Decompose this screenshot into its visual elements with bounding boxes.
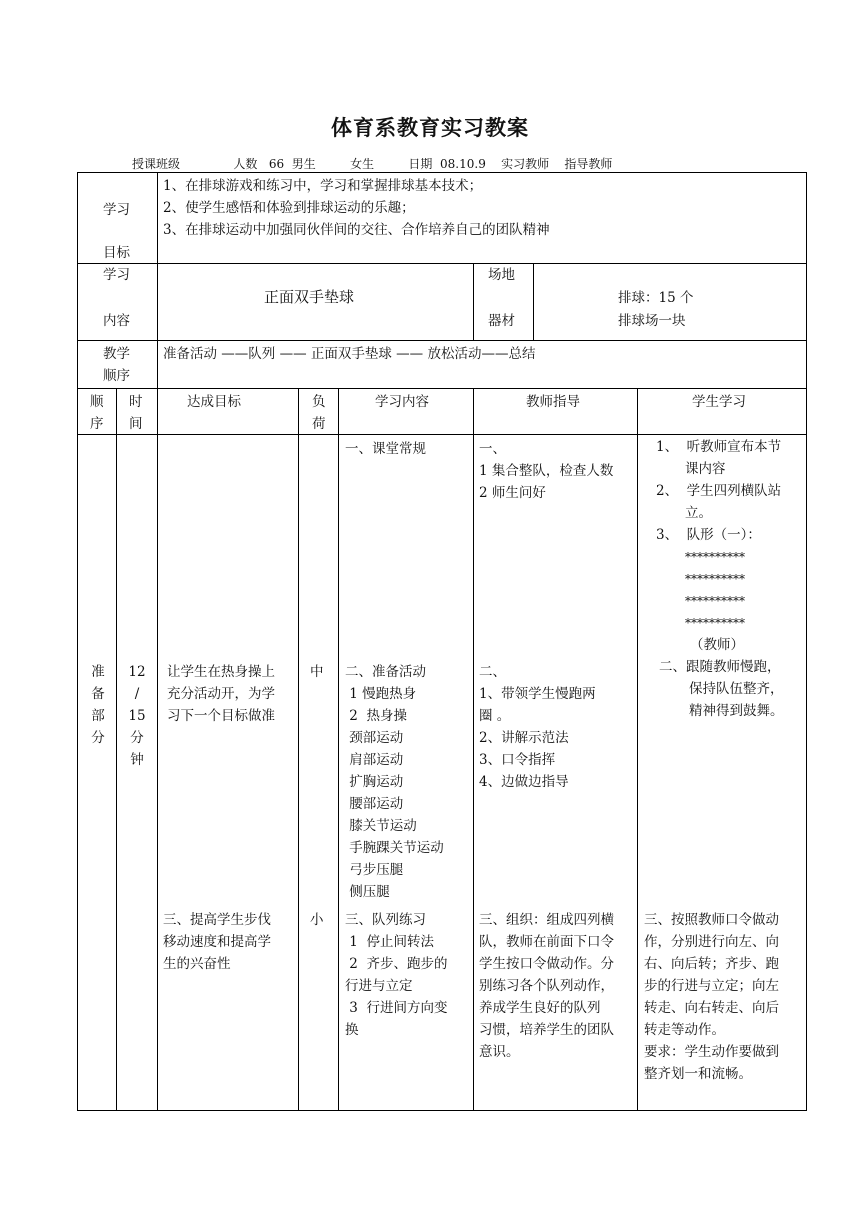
content-line: 行进与立定 <box>345 978 413 994</box>
header-load-bottom: 荷 <box>312 416 326 432</box>
goal-block-1 <box>167 661 275 727</box>
teacher-block-3 <box>479 909 614 1063</box>
header-seq-top: 顺 <box>90 394 104 410</box>
content-item-1: 一、课堂常规 <box>345 441 426 457</box>
content-line: 弓步压腿 <box>345 862 404 878</box>
content-line: 2 齐步、跑步的 <box>345 956 448 972</box>
time-char: 分 <box>130 730 144 746</box>
content-line: 三、队列练习 <box>345 912 426 928</box>
student-line: 二、跟随教师慢跑， <box>659 659 781 675</box>
content-line: 颈部运动 <box>345 730 404 746</box>
venue-line-2: 排球场一块 <box>618 313 686 329</box>
time-char: / <box>134 686 140 702</box>
student-line: （教师） <box>690 637 744 653</box>
student-line: 精神得到鼓舞。 <box>689 703 784 719</box>
content-line: 3 行进间方向变 <box>345 1000 448 1016</box>
teacher-line: 三、组织：组成四列横 <box>479 912 614 928</box>
header-time-bottom: 间 <box>129 416 143 432</box>
content-block-3 <box>345 909 447 1041</box>
student-block-3 <box>644 909 779 1085</box>
content-line: 二、准备活动 <box>345 664 426 680</box>
order-label-bottom: 顺序 <box>103 368 130 384</box>
venue-label-bottom: 器材 <box>488 313 515 329</box>
venue-line-1: 排球：15 个 <box>618 290 694 306</box>
content-line: 侧压腿 <box>345 884 390 900</box>
teacher-line: 4、边做边指导 <box>479 774 569 790</box>
student-line: 3、 队形（一）： <box>656 527 761 543</box>
student-line: 步的行进与立定；向左 <box>644 978 779 994</box>
content-label-top: 学习 <box>103 267 130 283</box>
header-content: 学习内容 <box>375 394 429 410</box>
content-line: 换 <box>345 1022 359 1038</box>
teacher-line: 3、口令指挥 <box>479 752 556 768</box>
student-line: 立。 <box>685 505 712 521</box>
student-line: 转走等动作。 <box>644 1022 725 1038</box>
time-char: 钟 <box>130 752 144 768</box>
student-line: 保持队伍整齐， <box>689 681 784 697</box>
page-title: 体育系教育实习教案 <box>331 115 529 140</box>
goal-block-2 <box>163 909 271 975</box>
header-time-top: 时 <box>129 394 143 410</box>
content-line: 手腕踝关节运动 <box>345 840 444 856</box>
student-line: 转走、向右转走、向后 <box>644 1000 779 1016</box>
formation-row: ********** <box>685 594 745 608</box>
teacher-line: 1、带领学生慢跑两 <box>479 686 596 702</box>
goal-item-2: 2、使学生感悟和体验到排球运动的乐趣； <box>163 200 415 216</box>
content-line: 腰部运动 <box>345 796 404 812</box>
lesson-topic: 正面双手垫球 <box>264 288 355 306</box>
student-line: 右、向后转；齐步、跑 <box>644 956 779 972</box>
goal-line: 习下一个目标做准 <box>167 708 275 724</box>
teacher-line: 2 师生问好 <box>479 485 546 501</box>
part-char: 准 <box>91 664 105 680</box>
header-goal: 达成目标 <box>187 394 241 410</box>
header-seq-bottom: 序 <box>90 416 104 432</box>
time-char: 15 <box>128 708 146 724</box>
teacher-line: 一、 <box>479 441 506 457</box>
content-line: 扩胸运动 <box>345 774 404 790</box>
time-char: 12 <box>128 664 146 680</box>
student-line: 1、 听教师宣布本节 <box>656 439 782 455</box>
teacher-block-2 <box>479 661 596 793</box>
student-block-1 <box>656 436 804 722</box>
teacher-line: 意识。 <box>479 1044 520 1060</box>
student-line: 课内容 <box>685 461 726 477</box>
goal-line: 三、提高学生步伐 <box>163 912 271 928</box>
student-line: 整齐划一和流畅。 <box>644 1066 752 1082</box>
formation-row: ********** <box>685 616 745 630</box>
formation-row: ********** <box>685 550 745 564</box>
teacher-line: 圈 。 <box>479 708 511 724</box>
goal-line: 让学生在热身操上 <box>167 664 275 680</box>
content-line: 肩部运动 <box>345 752 404 768</box>
order-text: 准备活动 ——队列 —— 正面双手垫球 —— 放松活动——总结 <box>163 346 536 362</box>
goal-line: 生的兴奋性 <box>163 956 231 972</box>
header-load-top: 负 <box>312 394 326 410</box>
lesson-meta: 授课班级 人数 66 男生 女生 日期 08.10.9 实习教师 指导教师 <box>132 157 613 171</box>
part-char: 备 <box>91 686 105 702</box>
goal-line: 移动速度和提高学 <box>163 934 271 950</box>
teacher-line: 2、讲解示范法 <box>479 730 569 746</box>
goals-label-top: 学习 <box>103 202 130 218</box>
part-char: 分 <box>91 730 105 746</box>
teacher-line: 二、 <box>479 664 506 680</box>
teacher-line: 别练习各个队列动作， <box>479 978 614 994</box>
load-1: 中 <box>310 664 324 680</box>
teacher-line: 1 集合整队，检查人数 <box>479 463 614 479</box>
student-line: 作，分别进行向左、向 <box>644 934 779 950</box>
formation-row: ********** <box>685 572 745 586</box>
content-line: 2 热身操 <box>345 708 407 724</box>
student-line: 要求：学生动作要做到 <box>644 1044 779 1060</box>
part-char: 部 <box>91 708 105 724</box>
goal-item-3: 3、在排球运动中加强同伙伴间的交往、合作培养自己的团队精神 <box>163 222 550 238</box>
teacher-line: 队，教师在前面下口令 <box>479 934 614 950</box>
goal-line: 充分活动开，为学 <box>167 686 275 702</box>
teacher-block-1 <box>479 438 613 504</box>
section-time <box>123 661 151 771</box>
content-block-2 <box>345 661 444 903</box>
content-line: 1 停止间转法 <box>345 934 434 950</box>
venue-label-top: 场地 <box>488 267 515 283</box>
content-line: 1 慢跑热身 <box>345 686 417 702</box>
content-label-bottom: 内容 <box>103 313 130 329</box>
load-2: 小 <box>310 912 324 928</box>
teacher-line: 习惯，培养学生的团队 <box>479 1022 614 1038</box>
teacher-line: 养成学生良好的队列 <box>479 1000 601 1016</box>
header-student: 学生学习 <box>692 394 746 410</box>
student-line: 三、按照教师口令做动 <box>644 912 779 928</box>
goal-item-1: 1、在排球游戏和练习中，学习和掌握排球基本技术； <box>163 178 483 194</box>
order-label-top: 教学 <box>103 346 130 362</box>
goals-label-bottom: 目标 <box>103 245 130 261</box>
teacher-line: 学生按口令做动作。分 <box>479 956 614 972</box>
content-line: 膝关节运动 <box>345 818 417 834</box>
section-part <box>88 661 108 749</box>
header-teacher: 教师指导 <box>526 394 580 410</box>
student-line: 2、 学生四列横队站 <box>656 483 782 499</box>
